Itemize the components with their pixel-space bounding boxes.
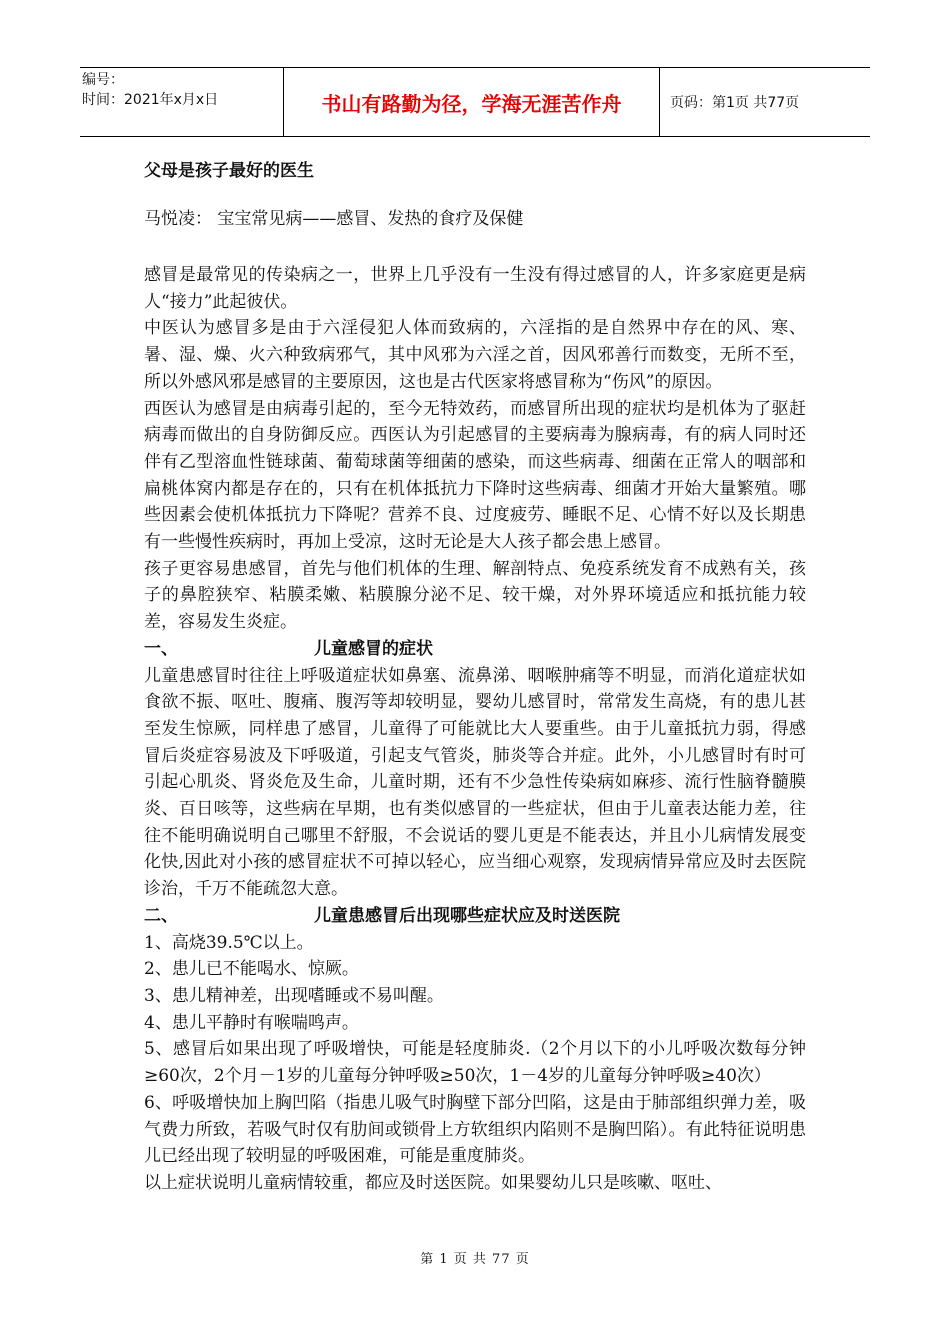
paragraph: 孩子更容易患感冒，首先与他们机体的生理、解剖特点、免疫系统发育不成熟有关，孩子的鼻腔狭窄、粘膜柔嫩、粘膜腺分泌不足、较干燥，对外界环境适应和抵抗能力较差，容易发生炎症。 [144,558,806,633]
list-item: 1、高烧39.5℃以上。 [144,932,314,953]
paragraph: 西医认为感冒是由病毒引起的，至今无特效药，而感冒所出现的症状均是机体为了驱赶病毒而做出的自身防御反应。西医认为引起感冒的主要病毒为腺病毒，有的病人同时还伴有乙型溶血性链球菌、葡萄球菌等细菌的感染，而这些病毒、细菌在正常人的咽部和扁桃体窝内都是存在的，只有在机体抵抗力下降时这些病毒、细菌才开始大量繁殖。哪些因素会使机体抵抗力下降呢？营养不良、过度疲劳、睡眠不足、心情不好以及长期患有一些慢性疾病时，再加上受凉，这时无论是大人孩子都会患上感冒。 [144,398,806,553]
section-title: 儿童感冒的症状 [314,638,433,659]
header-meta [80,68,284,136]
paragraph: 儿童患感冒时往往上呼吸道症状如鼻塞、流鼻涕、咽喉肿痛等不明显，而消化道症状如食欲不振、呕吐、腹痛、腹泻等却较明显，婴幼儿感冒时，常常发生高烧，有的患儿甚至发生惊厥，同样患了感冒，儿童得了可能就比大人要重些。由于儿童抵抗力弱，得感冒后炎症容易波及下呼吸道，引起支气管炎，肺炎等合并症。此外，小儿感冒时有时可引起心肌炎、肾炎危及生命，儿童时期，还有不少急性传染病如麻疹、流行性脑脊髓膜炎、百日咳等，这些病在早期，也有类似感冒的一些症状，但由于儿童表达能力差，往往不能明确说明自己哪里不舒服，不会说话的婴儿更是不能表达，并且小儿病情发展变化快,因此对小孩的感冒症状不可掉以轻心，应当细心观察，发现病情异常应及时去医院诊治，千万不能疏忽大意。 [144,665,806,900]
section-number: 二、 [144,905,178,926]
document-subtitle: 马悦凌： 宝宝常见病——感冒、发热的食疗及保健 [144,209,524,229]
section-heading-2 [144,903,806,930]
paragraph: 感冒是最常见的传染病之一，世界上几乎没有一生没有得过感冒的人，许多家庭更是病人“接力”此起彼伏。 [144,265,806,312]
list-item: 5、感冒后如果出现了呼吸增快，可能是轻度肺炎.（2个月以下的小儿呼吸次数每分钟≥60次，2个月－1岁的儿童每分钟呼吸≥50次，1－4岁的儿童每分钟呼吸≥40次） [144,1039,806,1087]
section-title: 儿童患感冒后出现哪些症状应及时送医院 [314,905,620,926]
list-item: 6、呼吸增快加上胸凹陷（指患儿吸气时胸壁下部分凹陷，这是由于肺部组织弹力差，吸气费力所致，若吸气时仅有肋间或锁骨上方软组织内陷则不是胸凹陷）。有此特征说明患儿已经出现了较明显的呼吸困难，可能是重度肺炎。 [144,1092,806,1167]
list-item: 2、患儿已不能喝水、惊厥。 [144,959,359,980]
document-body [144,158,806,1197]
document-header [80,67,870,137]
paragraph: 以上症状说明儿童病情较重，都应及时送医院。如果婴幼儿只是咳嗽、呕吐、 [144,1172,722,1193]
header-number: 编号： [82,72,124,88]
list-item: 3、患儿精神差，出现嗜睡或不易叫醒。 [144,985,444,1006]
section-heading-1 [144,636,806,663]
body-text [144,262,806,1197]
section-number: 一、 [144,638,178,659]
page-footer: 第 1 页 共 77 页 [420,1252,530,1267]
document-title: 父母是孩子最好的医生 [144,161,314,181]
paragraph: 中医认为感冒多是由于六淫侵犯人体而致病的，六淫指的是自然界中存在的风、寒、暑、湿、燥、火六种致病邪气，其中风邪为六淫之首，因风邪善行而数变，无所不至，所以外感风邪是感冒的主要原因，这也是古代医家将感冒称为“伤风”的原因。 [144,318,806,392]
header-page: 页码：第1页 共77页 [670,95,800,111]
header-time: 时间：2021年x月x日 [82,92,219,108]
list-item: 4、患儿平静时有喉喘鸣声。 [144,1012,359,1033]
header-motto: 书山有路勤为径，学海无涯苦作舟 [284,68,660,136]
